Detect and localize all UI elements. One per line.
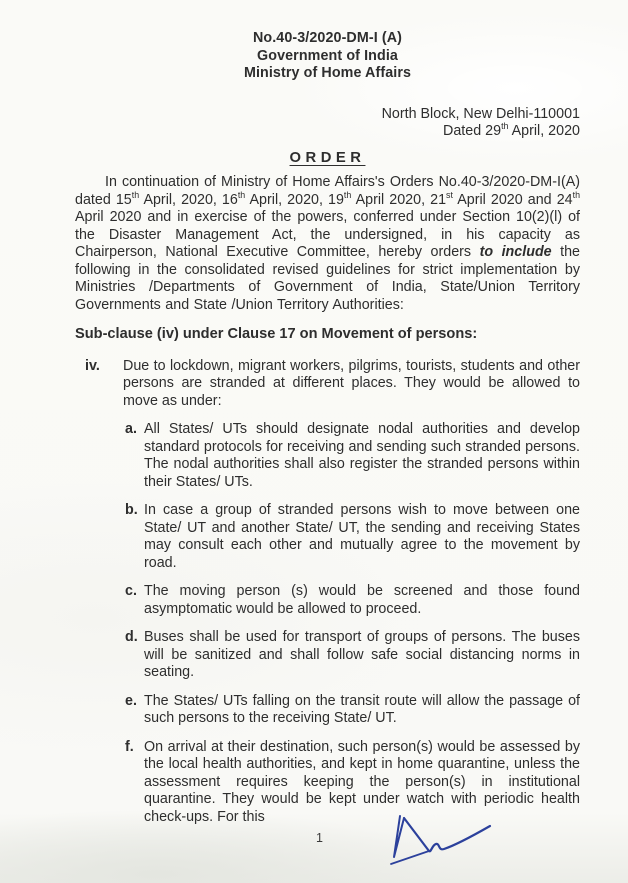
document-header (75, 30, 580, 83)
sub-item-b-label: b. (125, 502, 138, 518)
sub-item-f-text: On arrival at their destination, such person(s) would be assessed by the local health authorities, and kept in home quarantine, unless the assessment requires keeping the person(s) in institutional quarantine. They would be kept under watch with periodic health check-ups. For this (144, 738, 580, 825)
sub-item-a-label: a. (125, 421, 137, 437)
order-heading: ORDER (289, 149, 366, 166)
sub-item-c (125, 583, 580, 618)
place-date-block (75, 106, 580, 141)
clause-iv-body (123, 358, 580, 827)
sub-item-a (125, 421, 580, 491)
clause-iv-text: Due to lockdown, migrant workers, pilgrims, tourists, students and other persons are stranded at different places. They would be allowed to move as under: (123, 357, 580, 409)
document-content (75, 30, 580, 826)
sub-item-e-label: e. (125, 692, 137, 709)
sub-item-b-text: In case a group of stranded persons wish to move between one State/ UT and another State/ UT, the sending and receiving States may consult each other and mutually agree to the movement by road. (144, 502, 580, 571)
ref-number: No.40-3/2020-DM-I (A) (252, 30, 403, 46)
sub-item-f (125, 739, 580, 827)
intro-paragraph: In continuation of Ministry of Home Affairs's Orders No.40-3/2020-DM-I(A) dated 15th April, 2020, 16th April, 2020, 19th April 2020, 21st April 2020 and 24th April 2020 and in exercise of the powers, conferred under Section 10(2)(l) of the Disaster Management Act, the undersigned, in his capacity as Chairperson, National Executive Committee, hereby orders to include the following in the consolidated revised guidelines for strict implementation by Ministries /Departments of Government of India, State/Union Territory Governments and State /Union Territory Authorities: (75, 174, 581, 313)
org-line-government: Government of India (257, 47, 398, 64)
sub-item-c-text: The moving person (s) would be screened and those found asymptomatic would be allowed to proceed. (144, 583, 580, 617)
sub-item-d-text: Buses shall be used for transport of groups of persons. The buses will be sanitized and shall follow safe social distancing norms in seating. (144, 629, 580, 680)
place-line: North Block, New Delhi-110001 (381, 105, 580, 122)
clause-iv-label: iv. (85, 357, 100, 374)
sub-item-b (125, 502, 580, 572)
date-line: Dated 29th April, 2020 (443, 121, 580, 139)
page-number: 1 (316, 831, 323, 845)
org-line-ministry: Ministry of Home Affairs (243, 65, 412, 81)
sub-item-e (125, 693, 580, 728)
sub-item-e-text: The States/ UTs falling on the transit route will allow the passage of such persons to the receiving State/ UT. (144, 692, 580, 726)
clause-iv (75, 358, 580, 827)
signature-mark (386, 813, 498, 869)
sub-item-a-text: All States/ UTs should designate nodal authorities and develop standard protocols for receiving and sending such stranded persons. The nodal authorities shall also register the stranded persons within their States/ UTs. (144, 421, 580, 490)
sub-item-d-label: d. (125, 629, 138, 645)
sub-item-f-label: f. (125, 738, 134, 755)
sub-item-d (125, 629, 580, 682)
subclause-heading: Sub-clause (iv) under Clause 17 on Movement of persons: (75, 326, 478, 342)
sub-item-c-label: c. (125, 583, 137, 599)
